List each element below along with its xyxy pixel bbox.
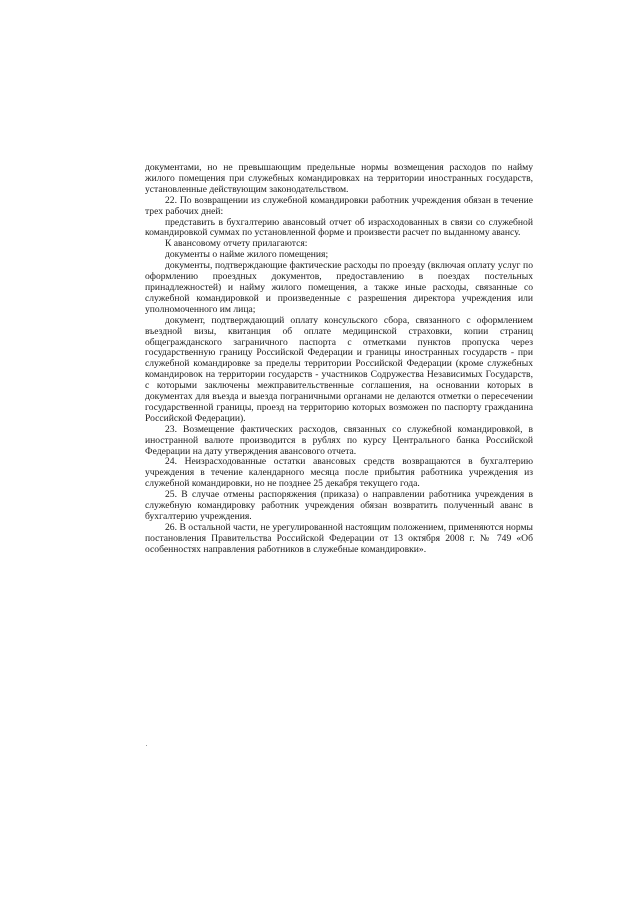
paragraph-housing-docs: документы о найме жилого помещения; <box>165 249 329 261</box>
paragraph-clause-26: 26. В остальной части, не урегулированной настоящим положением, применяются нормы постановления Правительства Российской Федерации от 13 октября 2008 г. № 749 «Об особенностях направления работников в служебные командировки». <box>145 521 533 555</box>
paragraph-expense-docs: документы, подтверждающие фактические расходы по проезду (включая оплату услуг по оформлению проездных документов, предоставлению в поездах постельных принадлежностей) и найму жилого помещения, а также иные расходы, связанные со служебной командировкой и произведенные с разрешения директора учреждения или уполномоченного им лица; <box>145 260 533 315</box>
paragraph-clause-23: 23. Возмещение фактических расходов, связанных со служебной командировкой, в иностранной валюте производится в рублях по курсу Центрального банка Российской Федерации на дату утверждения авансового отчета. <box>145 423 533 457</box>
paragraph-clause-25: 25. В случае отмены распоряжения (приказа) о направлении работника учреждения в служебную командировку работник учреждения обязан возвратить полученный аванс в бухгалтерию учреждения. <box>145 489 533 522</box>
scan-speck <box>146 745 147 746</box>
paragraph-advance-report: представить в бухгалтерию авансовый отчет об израсходованных в связи со служебной командировкой суммах по установленной форме и произвести расчет по выданному авансу. <box>145 216 533 239</box>
paragraph-continuation: документами, но не превышающим предельные нормы возмещения расходов по найму жилого помещения при служебных командировках на территории иностранных государств, установленные действующим законодательством. <box>145 162 533 195</box>
paragraph-clause-24: 24. Неизрасходованные остатки авансовых средств возвращаются в бухгалтерию учреждения в течение календарного месяца после прибытия работника учреждения из служебной командировки, но не позднее 25 декабря текущего года. <box>145 456 533 490</box>
paragraph-clause-22: 22. По возвращении из служебной командировки работник учреждения обязан в течение трех рабочих дней: <box>145 194 533 217</box>
paragraph-attachments-intro: К авансовому отчету прилагаются: <box>165 238 308 250</box>
paragraph-consular-docs: документ, подтверждающий оплату консульского сбора, связанного с оформлением въездной визы, квитанция об оплате медицинской страховки, копии страниц общегражданского заграничного паспорта с отметками пунктов пропуска через государственную границу Российской Федерации и границы иностранных государств - при служебной командировке за пределы территории Российской Федерации (кроме служебных командировок на территории государств - участников Содружества Независимых Государств, с которыми заключены межправительственные соглашения, на основании которых в документах для въезда и выезда пограничными органами не делаются отметки о пересечении государственной границы, проезд на территорию которых возможен по паспорту гражданина Российской Федерации). <box>145 314 533 424</box>
document-body <box>145 163 533 556</box>
